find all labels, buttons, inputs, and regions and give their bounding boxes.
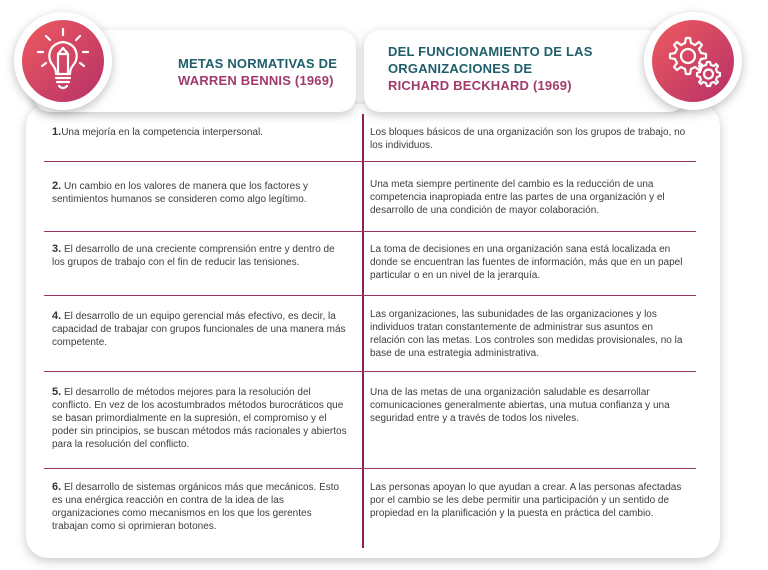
left-cell: [52, 310, 348, 349]
left-cell: [52, 180, 348, 206]
table-row: [44, 372, 696, 469]
right-cell: La toma de decisiones en una organización sana está localizada en donde se encuentran las fuentes de información, más que en un papel particular o en un nivel de la jerarquía.: [370, 244, 683, 281]
lightbulb-badge: [14, 12, 112, 110]
row-number: 2.: [52, 180, 62, 192]
right-title-line2: ORGANIZACIONES DE: [388, 61, 533, 76]
right-title-line3: RICHARD BECKHARD (1969): [388, 78, 572, 93]
row-number: 3.: [52, 243, 62, 255]
table-row: [44, 469, 696, 548]
left-cell-text: El desarrollo de un equipo gerencial más efectivo, es decir, la capacidad de trabajar con grupos funcionales de una manera más competente.: [52, 311, 346, 348]
left-cell: [52, 243, 348, 269]
table-row: [44, 118, 696, 162]
row-number: 5.: [52, 386, 62, 398]
right-column-title: [388, 43, 593, 94]
table-row: [44, 232, 696, 296]
left-column-title: [178, 55, 337, 89]
left-title-line2: WARREN BENNIS (1969): [178, 73, 334, 88]
lightbulb-icon: [22, 20, 104, 102]
row-number: 4.: [52, 310, 62, 322]
gears-badge: [644, 12, 742, 110]
gears-icon: [652, 20, 734, 102]
left-cell-text: Una mejoría en la competencia interpersonal.: [61, 127, 263, 138]
right-cell: Una de las metas de una organización saludable es desarrollar comunicaciones generalmente abiertas, una mutua confianza y una seguridad entre y a través de todos los niveles.: [370, 387, 670, 424]
left-cell-text: El desarrollo de una creciente comprensión entre y dentro de los grupos de trabajo con el fin de reducir las tensiones.: [52, 244, 335, 268]
left-cell-text: Un cambio en los valores de manera que los factores y sentimientos humanos se consideren como algo legítimo.: [52, 181, 308, 205]
table-row: [44, 162, 696, 232]
left-cell-text: El desarrollo de sistemas orgánicos más que mecánicos. Esto es una enérgica reacción en contra de la idea de las organizaciones como mecanismos en los que los gerentes trabajan como si oprimieran botones.: [52, 482, 340, 532]
left-title-line1: METAS NORMATIVAS DE: [178, 56, 338, 71]
left-cell: [52, 481, 348, 533]
right-cell: Los bloques básicos de una organización son los grupos de trabajo, no los individuos.: [370, 127, 686, 151]
row-number: 6.: [52, 481, 62, 493]
right-cell: Las personas apoyan lo que ayudan a crear. A las personas afectadas por el cambio se les debe permitir una participación y un sentido de propiedad en la planificación y la puesta en práctica del cambio.: [370, 482, 682, 519]
left-cell: [52, 386, 348, 451]
table-row: [44, 296, 696, 372]
left-cell-text: El desarrollo de métodos mejores para la resolución del conflicto. En vez de los acostumbrados métodos burocráticos que se basan primordialmente en la supresión, el compromiso y el poder sin principios, se buscan métodos más racionales y abiertos para la resolución del conflicto.: [52, 387, 347, 450]
right-cell: Las organizaciones, las subunidades de las organizaciones y los individuos tratan constantemente de administrar sus asuntos en relación con las metas. Los controles son medidas provisionales, no la base de una estrategia administrativa.: [370, 309, 683, 359]
left-cell: [52, 126, 348, 139]
right-title-line1: DEL FUNCIONAMIENTO DE LAS: [388, 44, 593, 59]
row-number: 1.: [52, 126, 62, 138]
right-cell: Una meta siempre pertinente del cambio es la reducción de una competencia inapropiada entre las partes de una organización y el desarrollo de una condición de mayor colaboración.: [370, 179, 665, 216]
